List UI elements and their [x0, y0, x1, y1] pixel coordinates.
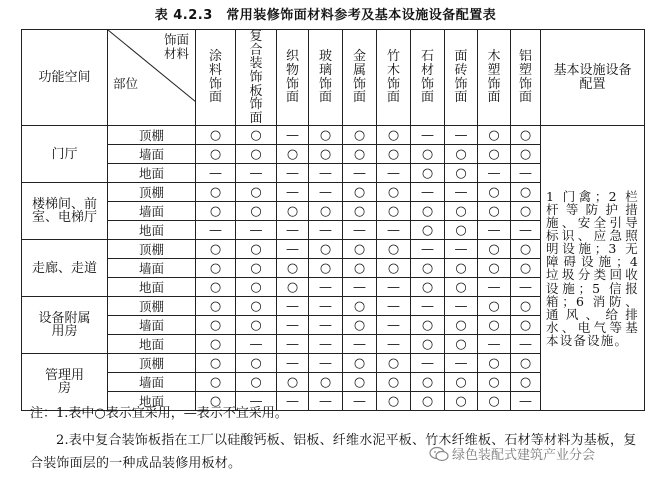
suitability-cell: ○	[445, 202, 478, 221]
suitability-cell: ○	[445, 335, 478, 354]
suitability-cell: ○	[343, 202, 377, 221]
suitability-cell: ○	[309, 126, 343, 145]
function-space-cell: 管理用房	[22, 354, 108, 411]
suitability-cell: —	[277, 183, 309, 202]
function-space-cell: 设备附属用房	[22, 297, 108, 354]
suitability-cell: —	[277, 316, 309, 335]
suitability-cell: ○	[236, 183, 277, 202]
header-material-col: 面砖饰面	[445, 30, 478, 126]
suitability-cell: ○	[445, 145, 478, 164]
suitability-cell: ○	[236, 126, 277, 145]
position-cell: 顶棚	[108, 126, 196, 145]
base-facilities-text: 1 门禽；2 栏杆等防护措施、安全引导标识、应急照明设施；3 无障碍设施；4 垃圾分类回收设施；5 信报箱；6 消防、通风、给排水、电气等基本设备设施。	[546, 188, 639, 349]
suitability-cell: ○	[411, 335, 445, 354]
suitability-cell: —	[411, 126, 445, 145]
suitability-cell: ○	[377, 240, 411, 259]
suitability-cell: ○	[511, 183, 541, 202]
suitability-cell: ○	[343, 259, 377, 278]
suitability-cell: ○	[411, 259, 445, 278]
function-space-cell: 走廊、走道	[22, 240, 108, 297]
suitability-cell: ○	[343, 316, 377, 335]
suitability-cell: ○	[377, 145, 411, 164]
suitability-cell: —	[236, 221, 277, 240]
suitability-cell: ○	[343, 183, 377, 202]
suitability-cell: —	[343, 335, 377, 354]
suitability-cell: ○	[377, 259, 411, 278]
header-material-label: 饰面材料	[163, 32, 189, 61]
position-cell: 顶棚	[108, 183, 196, 202]
suitability-cell: —	[236, 164, 277, 183]
suitability-cell: ○	[196, 259, 236, 278]
suitability-cell: ○	[196, 240, 236, 259]
suitability-cell: —	[309, 278, 343, 297]
suitability-cell: ○	[236, 316, 277, 335]
suitability-cell: —	[309, 183, 343, 202]
suitability-cell: ○	[377, 126, 411, 145]
suitability-cell: ○	[411, 278, 445, 297]
suitability-cell: ○	[511, 354, 541, 373]
suitability-cell: —	[277, 297, 309, 316]
suitability-cell: —	[377, 278, 411, 297]
suitability-cell: ○	[277, 145, 309, 164]
suitability-cell: —	[445, 297, 478, 316]
suitability-cell: —	[511, 164, 541, 183]
table-row	[22, 126, 645, 145]
suitability-cell: —	[377, 316, 411, 335]
suitability-cell: ○	[196, 145, 236, 164]
suitability-cell: ○	[445, 259, 478, 278]
suitability-cell: ○	[478, 183, 511, 202]
suitability-cell: ○	[196, 297, 236, 316]
suitability-cell: ○	[196, 335, 236, 354]
suitability-cell: ○	[196, 278, 236, 297]
suitability-cell: —	[478, 335, 511, 354]
suitability-cell: ○	[478, 297, 511, 316]
header-material-col: 复合装饰板饰面	[236, 30, 277, 126]
suitability-cell: —	[445, 240, 478, 259]
function-space-cell: 门厅	[22, 126, 108, 183]
position-cell: 地面	[108, 392, 196, 411]
suitability-cell: —	[277, 392, 309, 411]
suitability-cell: ○	[445, 164, 478, 183]
header-diagonal-cell	[108, 30, 196, 126]
suitability-cell: ○	[511, 316, 541, 335]
suitability-cell: ○	[377, 183, 411, 202]
position-cell: 墙面	[108, 259, 196, 278]
function-space-cell: 楼梯间、前室、电梯厅	[22, 183, 108, 240]
suitability-cell: ○	[511, 240, 541, 259]
suitability-cell: —	[411, 183, 445, 202]
suitability-cell: ○	[236, 354, 277, 373]
suitability-cell: ○	[445, 392, 478, 411]
suitability-cell: ○	[236, 202, 277, 221]
suitability-cell: ○	[277, 373, 309, 392]
suitability-cell: ○	[478, 259, 511, 278]
position-cell: 顶棚	[108, 240, 196, 259]
suitability-cell: —	[511, 221, 541, 240]
watermark-text: 绿色装配式建筑产业分会	[452, 448, 596, 463]
suitability-cell: —	[277, 335, 309, 354]
suitability-cell: ○	[511, 202, 541, 221]
suitability-cell: ○	[411, 373, 445, 392]
header-material-col: 涂料饰面	[196, 30, 236, 126]
suitability-cell: —	[277, 221, 309, 240]
suitability-cell: —	[411, 240, 445, 259]
suitability-cell: ○	[377, 202, 411, 221]
suitability-cell: ○	[377, 373, 411, 392]
suitability-cell: ○	[196, 373, 236, 392]
suitability-cell: ○	[343, 240, 377, 259]
header-material-col: 竹木饰面	[377, 30, 411, 126]
suitability-cell: ○	[411, 221, 445, 240]
header-position-label: 部位	[113, 76, 139, 91]
suitability-cell: —	[343, 221, 377, 240]
suitability-cell: ○	[377, 392, 411, 411]
suitability-cell: —	[478, 278, 511, 297]
position-cell: 地面	[108, 164, 196, 183]
suitability-cell: —	[277, 354, 309, 373]
wechat-icon	[429, 446, 449, 462]
suitability-cell: —	[511, 278, 541, 297]
suitability-cell: —	[277, 240, 309, 259]
note-1: 注：1.表中○表示宜采用，—表示不宜采用。	[30, 406, 288, 421]
suitability-cell: ○	[511, 145, 541, 164]
suitability-cell: ○	[411, 145, 445, 164]
suitability-cell: ○	[309, 145, 343, 164]
suitability-cell: ○	[377, 354, 411, 373]
suitability-cell: ○	[411, 316, 445, 335]
suitability-cell: ○	[309, 373, 343, 392]
suitability-cell: ○	[236, 278, 277, 297]
suitability-cell: —	[445, 354, 478, 373]
watermark	[429, 444, 595, 463]
header-material-col: 石材饰面	[411, 30, 445, 126]
suitability-cell: —	[377, 297, 411, 316]
suitability-cell: ○	[236, 259, 277, 278]
suitability-cell: ○	[236, 145, 277, 164]
suitability-cell: —	[411, 297, 445, 316]
note-2: 2.表中复合装饰板指在工厂以硅酸钙板、铝板、纤维水泥平板、竹木纤维板、石材等材料为基板，复合装饰面层的一种成品装修用板材。	[30, 433, 637, 471]
suitability-cell: —	[309, 164, 343, 183]
suitability-cell: ○	[478, 392, 511, 411]
suitability-cell: ○	[196, 316, 236, 335]
suitability-cell: ○	[277, 259, 309, 278]
position-cell: 地面	[108, 335, 196, 354]
suitability-cell: —	[511, 392, 541, 411]
suitability-cell: ○	[343, 354, 377, 373]
position-cell: 地面	[108, 221, 196, 240]
suitability-cell: —	[309, 354, 343, 373]
suitability-cell: ○	[343, 297, 377, 316]
suitability-cell: —	[411, 354, 445, 373]
suitability-cell: —	[196, 164, 236, 183]
suitability-cell: —	[277, 126, 309, 145]
suitability-cell: ○	[511, 259, 541, 278]
suitability-cell: —	[377, 335, 411, 354]
suitability-cell: —	[343, 164, 377, 183]
suitability-cell: ○	[478, 202, 511, 221]
suitability-cell: ○	[343, 145, 377, 164]
position-cell: 顶棚	[108, 354, 196, 373]
suitability-cell: —	[277, 164, 309, 183]
suitability-cell: —	[445, 183, 478, 202]
suitability-cell: ○	[196, 354, 236, 373]
position-cell: 顶棚	[108, 297, 196, 316]
suitability-cell: —	[511, 335, 541, 354]
position-cell: 墙面	[108, 316, 196, 335]
suitability-cell: ○	[445, 221, 478, 240]
suitability-cell: ○	[411, 202, 445, 221]
suitability-cell: ○	[478, 373, 511, 392]
suitability-cell: —	[377, 221, 411, 240]
suitability-cell: ○	[277, 202, 309, 221]
suitability-cell: ○	[411, 392, 445, 411]
suitability-cell: —	[236, 392, 277, 411]
header-material-col: 铝塑饰面	[511, 30, 541, 126]
suitability-cell: —	[478, 164, 511, 183]
header-function-space: 功能空间	[22, 30, 108, 126]
suitability-cell: —	[309, 392, 343, 411]
suitability-cell: —	[309, 335, 343, 354]
suitability-cell: ○	[343, 126, 377, 145]
suitability-cell: —	[309, 221, 343, 240]
table-title: 表 4.2.3 常用装修饰面材料参考及基本设施设备配置表	[154, 8, 497, 23]
suitability-cell: —	[377, 164, 411, 183]
suitability-cell: ○	[478, 145, 511, 164]
suitability-cell: ○	[445, 278, 478, 297]
suitability-cell: ○	[511, 297, 541, 316]
position-cell: 地面	[108, 278, 196, 297]
suitability-cell: ○	[196, 392, 236, 411]
suitability-cell: ○	[478, 126, 511, 145]
suitability-cell: ○	[309, 240, 343, 259]
suitability-cell: ○	[236, 297, 277, 316]
suitability-cell: —	[236, 335, 277, 354]
suitability-cell: —	[343, 392, 377, 411]
base-facilities-cell	[541, 126, 645, 411]
suitability-cell: ○	[277, 278, 309, 297]
suitability-cell: ○	[478, 354, 511, 373]
suitability-cell: ○	[309, 259, 343, 278]
suitability-cell: —	[309, 297, 343, 316]
suitability-cell: —	[445, 126, 478, 145]
suitability-cell: —	[478, 221, 511, 240]
materials-table	[21, 29, 645, 411]
suitability-cell: ○	[411, 164, 445, 183]
suitability-cell: ○	[236, 240, 277, 259]
header-material-col: 织物饰面	[277, 30, 309, 126]
header-base-facilities: 基本设施设备配置	[541, 30, 645, 126]
suitability-cell: ○	[511, 373, 541, 392]
suitability-cell: —	[343, 278, 377, 297]
position-cell: 墙面	[108, 373, 196, 392]
suitability-cell: ○	[196, 183, 236, 202]
suitability-cell: —	[309, 316, 343, 335]
suitability-cell: ○	[236, 373, 277, 392]
suitability-cell: ○	[478, 316, 511, 335]
suitability-cell: ○	[196, 202, 236, 221]
suitability-cell: ○	[196, 126, 236, 145]
suitability-cell: ○	[343, 373, 377, 392]
position-cell: 墙面	[108, 202, 196, 221]
header-material-col: 金属饰面	[343, 30, 377, 126]
suitability-cell: ○	[309, 202, 343, 221]
suitability-cell: —	[196, 221, 236, 240]
header-material-col: 木塑饰面	[478, 30, 511, 126]
suitability-cell: ○	[478, 240, 511, 259]
position-cell: 墙面	[108, 145, 196, 164]
suitability-cell: ○	[445, 373, 478, 392]
suitability-cell: ○	[445, 316, 478, 335]
header-material-col: 玻璃饰面	[309, 30, 343, 126]
suitability-cell: ○	[511, 126, 541, 145]
